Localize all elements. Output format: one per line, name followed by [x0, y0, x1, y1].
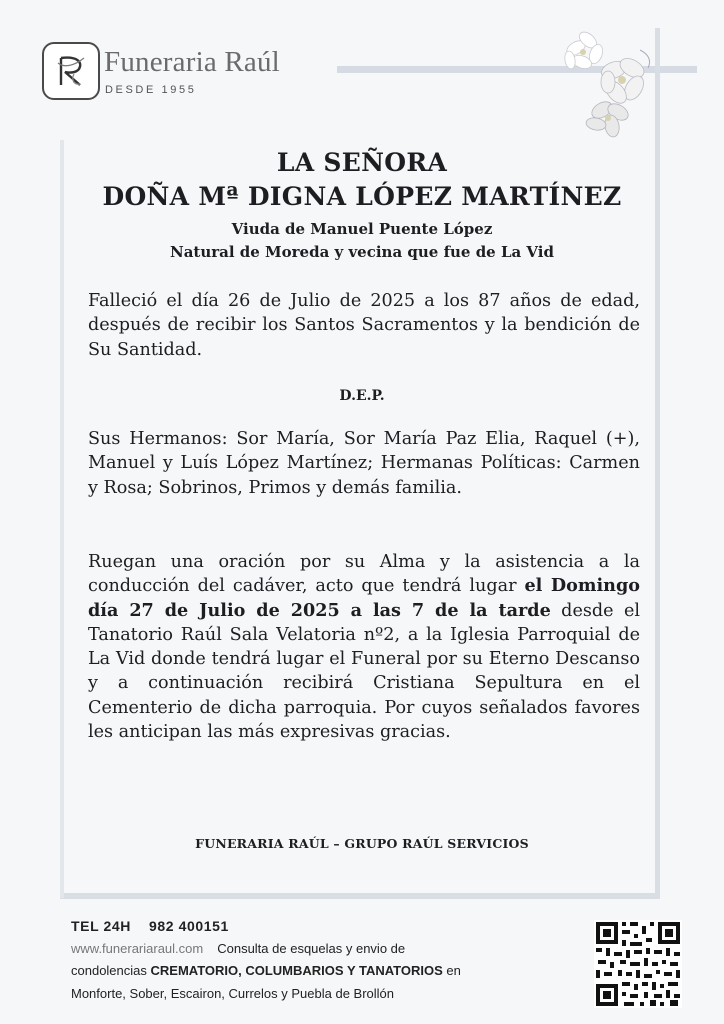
subtitle-origin: Natural de Moreda y vecina que fue de La Vid	[169, 243, 554, 261]
service-date: el Domingo día 27 de Julio de 2025 a las 7 de la tarde	[88, 575, 641, 621]
footer-line-2-prefix: condolencias	[71, 963, 151, 978]
footer-line-2-suffix: en	[442, 963, 461, 978]
phone-label: TEL 24H	[71, 918, 131, 934]
footer-services: CREMATORIO, COLUMBARIOS Y TANATORIOS	[150, 963, 443, 978]
title-line-1: LA SEÑORA	[276, 148, 448, 177]
brand-name: Funeraria Raúl	[104, 46, 280, 78]
qr-code-icon[interactable]	[594, 920, 682, 1008]
frame-bottom-border	[60, 893, 660, 899]
deceased-name: DOÑA Mª DIGNA LÓPEZ MARTÍNEZ	[102, 182, 622, 211]
phone-line	[71, 918, 229, 934]
family-paragraph	[88, 427, 640, 500]
website-link[interactable]: www.funerariaraul.com	[71, 941, 204, 956]
subtitle-widow: Viuda de Manuel Puente López	[231, 220, 493, 238]
footer-locations: Monforte, Sober, Escairon, Currelos y Puebla de Brollón	[71, 986, 395, 1001]
dep-label: D.E.P.	[339, 388, 385, 404]
phone-number[interactable]: 982 400151	[148, 918, 229, 934]
cross-icon: (+)	[605, 429, 635, 449]
flowers-icon	[548, 30, 668, 140]
logo-emblem-icon	[44, 44, 98, 98]
family-text-1: Sus Hermanos: Sor María, Sor María Paz Elia, Raquel	[88, 429, 606, 449]
funeraria-logo-icon	[42, 42, 100, 100]
brand-since: DESDE 1955	[105, 84, 197, 96]
service-paragraph	[88, 550, 640, 744]
death-notice-paragraph: Falleció el día 26 de Julio de 2025 a los 87 años de edad, después de recibir los Santos Sacramentos y la bendición de Su Santidad.	[88, 291, 640, 360]
service-intro: Ruegan una oración por su Alma y la asistencia a la conducción del cadáver, acto que tendrá lugar	[88, 552, 640, 597]
footer-line-2	[71, 963, 461, 978]
footer-line-1-text: Consulta de esquelas y envio de	[217, 941, 406, 956]
family-text-2: , Manuel y Luís López Martínez; Hermanas Políticas: Carmen y Rosa; Sobrinos, Primos y demás familia.	[88, 429, 640, 498]
signature: FUNERARIA RAÚL – GRUPO RAÚL SERVICIOS	[195, 836, 529, 851]
service-details: desde el Tanatorio Raúl Sala Velatoria nº2, a la Iglesia Parroquial de La Vid donde tendrá lugar el Funeral por su Eterno Descanso y a continuación recibirá Cristiana Sepultura en el Cementerio de dicha parroquia. Por cuyos señalados favores les anticipan las más expresivas gracias.	[88, 600, 640, 743]
footer-line-1	[71, 941, 405, 956]
